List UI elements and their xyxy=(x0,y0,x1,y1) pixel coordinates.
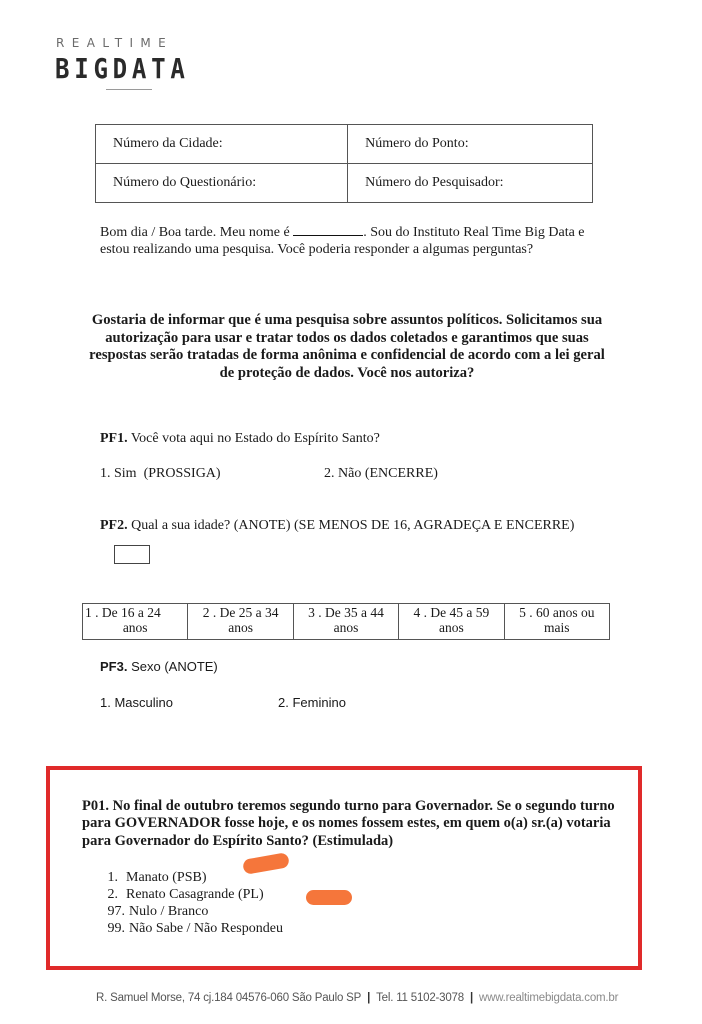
option-number: 2. xyxy=(107,887,118,902)
intro-after: . Sou do Instituto Real Time Big Data e estou realizando uma pesquisa. Você poderia responder a algumas perguntas? xyxy=(100,225,585,257)
option-number: 97. xyxy=(107,904,125,919)
option-label: Renato Casagrande (PL) xyxy=(126,887,264,902)
consent-text: Gostaria de informar que é uma pesquisa sobre assuntos políticos. Solicitamos sua autorização para usar e tratar todos os dados coletados e garantimos que suas respostas serão tratadas de forma anônima e confidencial de acordo com a lei geral de proteção de dados. Você nos autoriza? xyxy=(89,312,605,381)
footer-address: R. Samuel Morse, 74 cj.184 04576-060 São Paulo SP xyxy=(96,992,362,1004)
age-range-line2: anos xyxy=(122,620,148,635)
orange-redaction-mark xyxy=(306,890,352,905)
intro-text xyxy=(100,224,600,258)
point-number-field[interactable]: Número do Ponto: xyxy=(348,125,593,164)
age-range-line2: anos xyxy=(333,620,359,635)
identification-table xyxy=(95,124,593,203)
highlight-box xyxy=(46,766,642,970)
pf1-text: Você vota aqui no Estado do Espírito Santo? xyxy=(127,431,380,446)
age-range-option[interactable] xyxy=(504,604,609,640)
option-label: Manato (PSB) xyxy=(126,870,207,885)
pf3-question xyxy=(100,659,218,674)
option-number: 99. xyxy=(107,921,125,936)
pf3-option-female[interactable]: 2. Feminino xyxy=(278,695,346,710)
researcher-number-field[interactable]: Número do Pesquisador: xyxy=(348,164,593,203)
age-range-line2: anos xyxy=(438,620,464,635)
pf1-code: PF1. xyxy=(100,431,128,446)
pf1-option-no[interactable]: 2. Não (ENCERRE) xyxy=(324,466,438,481)
p01-question: P01. No final de outubro teremos segundo turno para Governador. Se o segundo turno para GOVERNADOR fosse hoje, e os nomes fossem estes, em quem o(a) sr.(a) votaria para Governador do Espírito Santo? (Estimulada) xyxy=(82,798,615,849)
option-label: Nulo / Branco xyxy=(129,904,209,919)
footer-address-bar xyxy=(96,992,618,1004)
logo-underline xyxy=(106,89,152,90)
age-range-option[interactable] xyxy=(188,604,293,640)
table-row xyxy=(96,125,593,164)
pf2-question xyxy=(100,518,574,534)
p01-options-list xyxy=(92,869,283,937)
logo-wordmark: BIGDATA xyxy=(55,52,190,85)
age-range-option[interactable] xyxy=(293,604,398,640)
age-range-line1: 3 . De 35 a 44 xyxy=(308,605,384,620)
p01-option[interactable] xyxy=(92,886,283,903)
pf3-option-male[interactable]: 1. Masculino xyxy=(100,695,173,710)
pf2-code: PF2. xyxy=(100,518,128,533)
age-range-line2: anos xyxy=(228,620,253,635)
table-row xyxy=(83,604,610,640)
pf1-option-yes[interactable]: 1. Sim (PROSSIGA) xyxy=(100,466,221,481)
footer-separator: | xyxy=(469,992,473,1004)
p01-option[interactable] xyxy=(92,903,283,920)
option-number: 1. xyxy=(107,870,118,885)
pf2-text: Qual a sua idade? (ANOTE) (SE MENOS DE 16, AGRADEÇA E ENCERRE) xyxy=(127,518,575,533)
footer-separator: | xyxy=(367,992,371,1004)
age-range-option[interactable] xyxy=(399,604,504,640)
age-input-box[interactable] xyxy=(114,545,150,564)
pf3-text: Sexo (ANOTE) xyxy=(127,659,218,674)
name-blank-field[interactable] xyxy=(293,235,363,236)
footer-website-link[interactable]: www.realtimebigdata.com.br xyxy=(478,992,619,1004)
age-range-line2: mais xyxy=(544,620,570,635)
logo-tagline: REALTIME xyxy=(56,36,174,50)
p01-option[interactable] xyxy=(92,920,283,937)
age-range-option[interactable] xyxy=(83,604,188,640)
pf1-question xyxy=(100,431,380,447)
questionnaire-number-field[interactable]: Número do Questionário: xyxy=(96,164,348,203)
footer-phone: Tel. 11 5102-3078 xyxy=(376,992,464,1004)
age-range-line1: 4 . De 45 a 59 xyxy=(413,605,490,620)
table-row xyxy=(96,164,593,203)
pf3-code: PF3. xyxy=(100,659,128,674)
age-range-line1: 1 . De 16 a 24 xyxy=(85,605,161,620)
age-range-line1: 2 . De 25 a 34 xyxy=(202,605,279,620)
age-range-line1: 5 . 60 anos ou xyxy=(519,605,595,620)
option-label: Não Sabe / Não Respondeu xyxy=(129,921,283,936)
city-number-field[interactable]: Número da Cidade: xyxy=(96,125,348,164)
age-range-table xyxy=(82,603,610,640)
intro-before: Bom dia / Boa tarde. Meu nome é xyxy=(100,225,294,240)
